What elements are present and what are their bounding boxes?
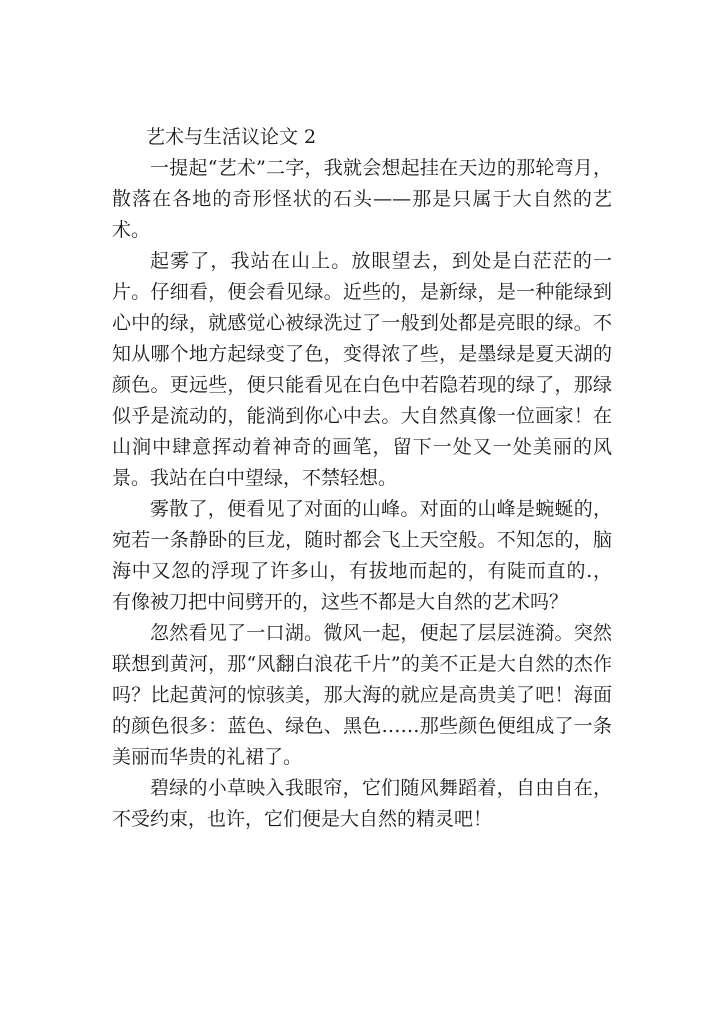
document-body [112,122,612,835]
document-title: 艺术与生活议论文 2 [146,126,317,148]
paragraph-2: 起雾了，我站在山上。放眼望去，到处是白茫茫的一片。仔细看，便会看见绿。近些的，是新绿，是一种能绿到心中的绿，就感觉心被绿洗过了一般到处都是亮眼的绿。不知从哪个地方起绿变了色，变得浓了些，是墨绿是夏天湖的颜色。更远些，便只能看见在白色中若隐若现的绿了，那绿似乎是流动的，能淌到你心中去。大自然真像一位画家！在山涧中肆意挥动着神奇的画笔，留下一处又一处美丽的风景。我站在白中望绿，不禁轻想。 [112,250,612,489]
paragraph-4: 忽然看见了一口湖。微风一起，便起了层层涟漪。突然联想到黄河，那“风翻白浪花千片”的美不正是大自然的杰作吗？比起黄河的惊骇美，那大海的就应是高贵美了吧！海面的颜色很多：蓝色、绿色、黑色……那些颜色便组成了一条美丽而华贵的礼裙了。 [112,622,612,768]
paragraph-3: 雾散了，便看见了对面的山峰。对面的山峰是蜿蜒的，宛若一条静卧的巨龙，随时都会飞上天空般。不知怎的，脑海中又忽的浮现了许多山，有拔地而起的，有陡而直的.，有像被刀把中间劈开的，这些不都是大自然的艺术吗？ [112,498,612,613]
paragraph-5: 碧绿的小草映入我眼帘，它们随风舞蹈着，自由自在，不受约束，也许，它们便是大自然的精灵吧！ [112,777,612,830]
paragraph-1: 一提起“艺术”二字，我就会想起挂在天边的那轮弯月，散落在各地的奇形怪状的石头——那是只属于大自然的艺术。 [112,157,612,241]
